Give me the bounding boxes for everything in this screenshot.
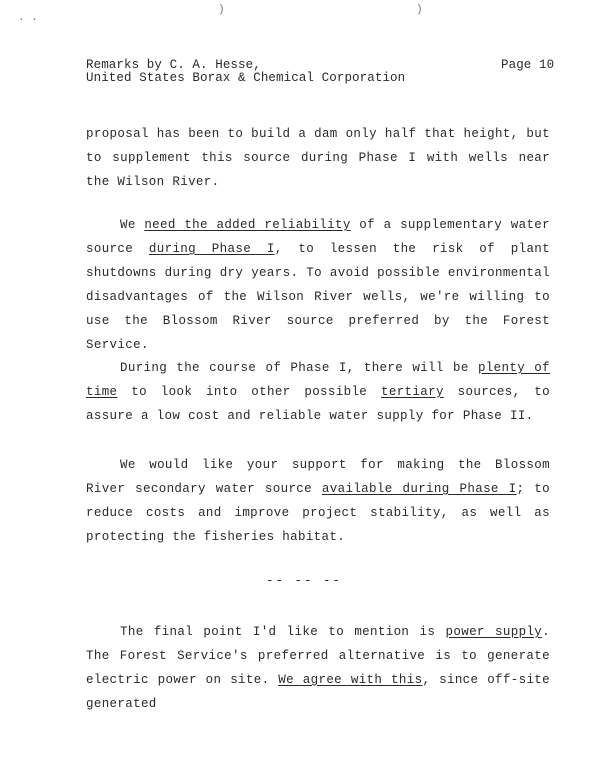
paragraph-2 (86, 213, 550, 357)
section-separator: -- -- -- (265, 574, 342, 588)
page-number: Page 10 (501, 58, 555, 72)
p3-underline-tertiary: tertiary (381, 385, 444, 399)
p5-underline-agree: We agree with this (278, 673, 423, 687)
p3-text-c: to look into other possible (117, 385, 381, 399)
header-remarks-line: Remarks by C. A. Hesse, (86, 58, 261, 72)
p4-text-a: We would like your support for making the Blossom River secondary water source (86, 458, 550, 496)
scan-dots-left: . . (18, 12, 38, 24)
header-company-line: United States Borax & Chemical Corporation (86, 71, 406, 85)
p2-text-e: , to lessen the risk of plant shutdowns during dry years. To avoid possible environmental disadvantages of the Wilson River wells, we're willing to use the Blossom River source preferred by the Forest Service. (86, 242, 551, 352)
p2-underline-phase: during Phase I (148, 242, 275, 256)
paragraph-1 (86, 122, 550, 194)
p5-underline-power: power supply (445, 625, 543, 639)
p4-text-c: ; to reduce costs and improve project stability, as well as protecting the fisheries habitat. (86, 482, 550, 544)
paragraph-4 (86, 453, 550, 549)
p5-text-e: , since off-site generated (86, 673, 551, 711)
paragraph-5 (86, 620, 550, 716)
paragraph-3 (86, 356, 550, 428)
scan-mark-center: ) (218, 4, 225, 16)
paragraph-1-text: proposal has been to build a dam only half that height, but to supplement this source during Phase I with wells near the Wilson River. (86, 127, 550, 189)
scan-mark-right: ) (416, 4, 423, 16)
p2-text-a: We (120, 218, 145, 232)
p2-underline-reliability: need the added reliability (144, 218, 351, 232)
p4-underline-available: available during Phase I (321, 482, 517, 496)
p5-text-c: . The Forest Service's preferred alternative is to generate electric power on site. (86, 625, 551, 687)
p2-text-c: of a supplementary water source (86, 218, 550, 256)
p3-underline-plenty: plenty of time (86, 361, 550, 399)
p3-text-e: sources, to assure a low cost and reliable water supply for Phase II. (86, 385, 550, 423)
p3-text-a: During the course of Phase I, there will be (120, 361, 478, 375)
p5-text-a: The final point I'd like to mention is (120, 625, 446, 639)
